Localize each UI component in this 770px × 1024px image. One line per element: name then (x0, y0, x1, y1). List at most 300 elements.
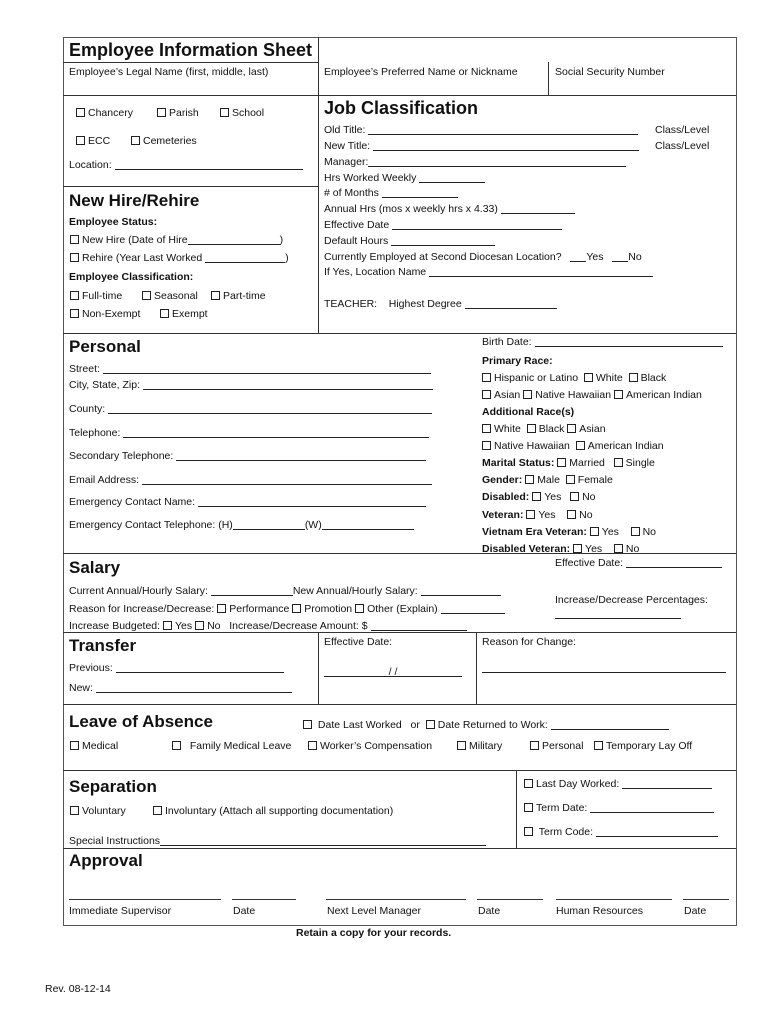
last-day-worked-field[interactable] (524, 778, 712, 790)
separation-heading: Separation (69, 777, 157, 796)
additional-race-row-2 (482, 440, 664, 452)
checkbox-box[interactable] (629, 373, 638, 382)
emergency-telephone-field[interactable] (69, 519, 414, 531)
salary-line-1 (69, 585, 501, 597)
checkbox-box[interactable] (570, 492, 579, 501)
checkbox-box[interactable] (590, 527, 599, 536)
field-line[interactable] (198, 496, 426, 507)
secondary-telephone-field[interactable] (69, 450, 426, 462)
checkbox-box[interactable] (76, 108, 85, 117)
retain-copy-note: Retain a copy for your records. (296, 927, 452, 939)
checkbox-workers-comp[interactable] (308, 740, 432, 752)
job-classification-heading: Job Classification (324, 98, 479, 118)
field-line[interactable] (160, 835, 486, 846)
checkbox-box[interactable] (482, 441, 491, 450)
field-line[interactable] (123, 427, 429, 438)
checkbox-label: Other (Explain) (367, 603, 438, 615)
new-title-field[interactable] (324, 140, 639, 152)
leave-dates-row (303, 719, 669, 731)
checkbox-label: Rehire (Year Last Worked (82, 252, 203, 264)
checkbox-non-exempt[interactable] (70, 308, 140, 320)
checkbox-box[interactable] (525, 475, 534, 484)
checkbox-box[interactable] (524, 827, 533, 836)
divider (63, 186, 318, 187)
additional-race-row-1 (482, 423, 606, 435)
checkbox-label: White (494, 423, 521, 435)
field-label: Street: (69, 363, 100, 375)
checkbox-label: American Indian (625, 389, 702, 401)
checkbox-label: Black (640, 372, 667, 384)
field-label: Manager: (324, 156, 369, 168)
form-title: Employee Information Sheet (69, 40, 313, 60)
checkbox-box[interactable] (614, 544, 623, 553)
field-line[interactable] (373, 140, 639, 151)
field-line[interactable] (96, 682, 292, 693)
annual-hrs-field[interactable] (324, 203, 575, 215)
date-label: Date (684, 905, 707, 917)
checkbox-box[interactable] (76, 136, 85, 145)
leave-heading: Leave of Absence (69, 712, 213, 731)
checkbox-label: Yes (538, 509, 556, 521)
field-label: Effective Date: (555, 557, 624, 569)
field-label: Marital Status: (482, 457, 555, 469)
location-name-field[interactable] (324, 266, 653, 278)
checkbox-school[interactable] (220, 107, 264, 119)
field-line[interactable] (626, 557, 722, 568)
class-level-label: Class/Level (655, 124, 710, 136)
divider (516, 770, 517, 848)
checkbox-label: Personal (542, 740, 584, 752)
transfer-date-field[interactable] (324, 664, 462, 677)
signature-line[interactable] (326, 899, 466, 900)
default-hours-field[interactable] (324, 235, 495, 247)
transfer-heading: Transfer (69, 636, 137, 655)
divider (63, 95, 736, 96)
telephone-field[interactable] (69, 427, 429, 439)
checkbox-label: Temporary Lay Off (606, 740, 693, 752)
field-label: Old Title: (324, 124, 366, 136)
divider (63, 632, 736, 633)
field-line[interactable] (176, 450, 426, 461)
term-date-field[interactable] (524, 802, 714, 814)
checkbox-medical[interactable] (70, 740, 118, 752)
checkbox-box[interactable] (526, 510, 535, 519)
checkbox-box[interactable] (557, 458, 566, 467)
date-line[interactable]: / / (324, 666, 462, 677)
field-label: Hrs Worked Weekly (324, 172, 417, 184)
field-label: New: (69, 682, 93, 694)
checkbox-label: Male (537, 474, 560, 486)
field-line[interactable] (108, 403, 432, 414)
checkbox-box[interactable] (566, 475, 575, 484)
checkbox-label: Asian (579, 423, 606, 435)
revision-label: Rev. 08-12-14 (45, 983, 111, 995)
checkbox-label: American Indian (587, 440, 664, 452)
date-label: Date (478, 905, 501, 917)
checkbox-box[interactable] (567, 510, 576, 519)
preferred-name-label: Employee’s Preferred Name or Nickname (324, 66, 518, 78)
checkbox-box[interactable] (584, 373, 593, 382)
checkbox-parish[interactable] (157, 107, 199, 119)
checkbox-chancery[interactable] (76, 107, 133, 119)
field-line[interactable] (322, 519, 414, 530)
field-line[interactable] (116, 662, 284, 673)
field-label: New Annual/Hourly Salary: (292, 585, 418, 597)
veteran-row (482, 509, 593, 521)
field-line[interactable] (441, 603, 505, 614)
checkbox-box[interactable] (527, 424, 536, 433)
signature-line[interactable] (477, 899, 543, 900)
field-label: Effective Date (324, 219, 390, 231)
checkbox-label: Hispanic or Latino (494, 372, 579, 384)
checkbox-label: Asian (494, 389, 521, 401)
field-label: New Title: (324, 140, 371, 152)
checkbox-label: No (625, 543, 640, 555)
checkbox-box[interactable] (631, 527, 640, 536)
checkbox-label: Yes (585, 543, 603, 555)
vietnam-veteran-row (482, 526, 656, 538)
field-label: Increase Budgeted: (69, 620, 161, 632)
checkbox-box[interactable] (482, 373, 491, 382)
checkbox-label: Female (577, 474, 613, 486)
field-line[interactable] (622, 778, 712, 789)
checkbox-box[interactable] (426, 720, 435, 729)
personal-heading: Personal (69, 337, 141, 356)
ssn-label: Social Security Number (555, 66, 665, 78)
checkbox-label: Black (538, 423, 565, 435)
disabled-row (482, 491, 596, 503)
field-label: Birth Date: (482, 336, 532, 348)
checkbox-box[interactable] (195, 621, 204, 630)
checkbox-box[interactable] (160, 309, 169, 318)
checkbox-label: Native Hawaiian (535, 389, 612, 401)
gender-row (482, 474, 613, 486)
field-line[interactable] (596, 826, 718, 837)
checkbox-box[interactable] (70, 806, 79, 815)
checkbox-box[interactable] (153, 806, 162, 815)
checkbox-box[interactable] (573, 544, 582, 553)
field-line[interactable] (535, 336, 723, 347)
checkbox-box[interactable] (594, 741, 603, 750)
checkbox-box[interactable] (172, 741, 181, 750)
field-label: Increase/Decrease Amount: $ (229, 620, 368, 632)
or-text: or (410, 719, 420, 731)
checkbox-box[interactable] (523, 390, 532, 399)
checkbox-label: Promotion (304, 603, 353, 615)
checkbox-box[interactable] (524, 779, 533, 788)
checkbox-box[interactable] (70, 235, 79, 244)
salary-effective-date-field[interactable] (555, 557, 722, 569)
field-line[interactable] (382, 187, 458, 198)
checkbox-label: Full-time (82, 290, 123, 302)
field-line[interactable] (590, 802, 714, 813)
new-location-field[interactable] (69, 682, 292, 694)
paren: ) (279, 234, 284, 246)
checkbox-box[interactable] (142, 291, 151, 300)
field-label: Telephone: (69, 427, 121, 439)
yes-label: Yes (586, 251, 604, 263)
checkbox-box[interactable] (614, 390, 623, 399)
no-label: No (628, 251, 642, 263)
supervisor-label: Immediate Supervisor (69, 905, 172, 917)
field-line[interactable] (115, 159, 303, 170)
checkbox-label: Military (469, 740, 503, 752)
checkbox-voluntary[interactable] (70, 805, 126, 817)
field-label: Veteran: (482, 509, 524, 521)
checkbox-box[interactable] (217, 604, 226, 613)
checkbox-label: Native Hawaiian (494, 440, 570, 452)
field-label: Current Annual/Hourly Salary: (69, 585, 208, 597)
field-line[interactable] (211, 585, 293, 596)
field-line[interactable] (465, 298, 557, 309)
field-line[interactable] (482, 662, 726, 673)
divider (63, 333, 736, 334)
divider (63, 704, 736, 705)
checkbox-label: Medical (82, 740, 119, 752)
checkbox-box[interactable] (308, 741, 317, 750)
additional-race-label: Additional Race(s) (482, 406, 575, 418)
checkbox-box[interactable] (157, 108, 166, 117)
checkbox-box[interactable] (524, 803, 533, 812)
checkbox-military[interactable] (457, 740, 502, 752)
divider (318, 37, 319, 333)
field-line[interactable] (429, 266, 653, 277)
checkbox-involuntary[interactable] (153, 805, 393, 817)
signature-line[interactable] (69, 899, 221, 900)
field-label: Emergency Contact Name: (69, 496, 196, 508)
location-field[interactable] (69, 159, 303, 171)
months-field[interactable] (324, 187, 458, 199)
field-label: Term Code: (538, 826, 594, 838)
yes-line[interactable] (570, 251, 586, 262)
checkbox-personal-leave[interactable] (530, 740, 583, 752)
employee-classification-label: Employee Classification: (69, 271, 194, 283)
city-field[interactable] (69, 379, 433, 391)
checkbox-ecc[interactable] (76, 135, 110, 147)
disabled-veteran-row (482, 543, 639, 555)
field-line[interactable] (391, 235, 495, 246)
checkbox-rehire[interactable] (70, 252, 289, 264)
checkbox-temporary-layoff[interactable] (594, 740, 692, 752)
signature-line[interactable] (556, 899, 672, 900)
marital-status-row (482, 457, 655, 469)
field-label: Default Hours (324, 235, 389, 247)
field-line[interactable] (392, 219, 562, 230)
birth-date-field[interactable] (482, 336, 723, 348)
checkbox-label: Family Medical Leave (189, 740, 292, 752)
divider (63, 770, 736, 771)
salary-reason-row (69, 603, 505, 615)
checkbox-box[interactable] (131, 136, 140, 145)
field-label: City, State, Zip: (69, 379, 140, 391)
class-level-label: Class/Level (655, 140, 710, 152)
signature-line[interactable] (232, 899, 296, 900)
no-line[interactable] (612, 251, 628, 262)
checkbox-label: Date Last Worked (317, 719, 402, 731)
field-line[interactable] (371, 620, 467, 631)
divider (63, 62, 318, 63)
field-label: Annual Hrs (mos x weekly hrs x 4.33) (324, 203, 498, 215)
divider (318, 632, 319, 704)
field-label: TEACHER: (324, 298, 378, 310)
checkbox-box[interactable] (163, 621, 172, 630)
checkbox-label: No (579, 509, 593, 521)
checkbox-label: Parish (169, 107, 199, 119)
checkbox-label: No (582, 491, 596, 503)
checkbox-box[interactable] (614, 458, 623, 467)
field-label: Last Day Worked: (536, 778, 620, 790)
checkbox-label: New Hire (Date of Hire (82, 234, 188, 246)
checkbox-box[interactable] (576, 441, 585, 450)
next-manager-label: Next Level Manager (327, 905, 421, 917)
field-line[interactable] (188, 234, 280, 245)
checkbox-box[interactable] (70, 291, 79, 300)
term-code-field[interactable] (524, 826, 718, 838)
checkbox-label: Married (569, 457, 605, 469)
increase-percentages-line[interactable] (555, 608, 681, 620)
checkbox-label: Yes (175, 620, 193, 632)
field-label: Highest Degree (388, 298, 462, 310)
street-field[interactable] (69, 363, 431, 375)
field-line[interactable] (103, 363, 431, 374)
special-instructions-field[interactable] (69, 835, 486, 847)
checkbox-full-time[interactable] (70, 290, 122, 302)
divider (476, 632, 477, 704)
salary-heading: Salary (69, 558, 121, 577)
checkbox-box[interactable] (211, 291, 220, 300)
checkbox-box[interactable] (70, 741, 79, 750)
county-field[interactable] (69, 403, 432, 415)
checkbox-label: No (642, 526, 657, 538)
reason-for-change-label: Reason for Change: (482, 636, 576, 648)
checkbox-label: Involuntary (Attach all supporting documentation) (165, 805, 394, 817)
divider (548, 62, 549, 95)
field-line[interactable] (142, 474, 432, 485)
checkbox-label: Chancery (88, 107, 133, 119)
field-line[interactable] (419, 172, 485, 183)
checkbox-box[interactable] (567, 424, 576, 433)
salary-budget-row (69, 620, 467, 632)
field-line[interactable] (421, 585, 501, 596)
checkbox-box[interactable] (482, 424, 491, 433)
checkbox-label: Exempt (172, 308, 208, 320)
checkbox-box[interactable] (70, 309, 79, 318)
old-title-field[interactable] (324, 124, 638, 136)
approval-heading: Approval (69, 851, 143, 870)
checkbox-box[interactable] (303, 720, 312, 729)
previous-field[interactable] (69, 662, 284, 674)
field-label: Disabled: (482, 491, 530, 503)
checkbox-cemeteries[interactable] (131, 135, 197, 147)
field-line[interactable] (143, 379, 433, 390)
effective-date-field[interactable] (324, 219, 562, 231)
checkbox-exempt[interactable] (160, 308, 208, 320)
checkbox-label: Date Returned to Work: (437, 719, 548, 731)
field-line[interactable] (205, 252, 285, 263)
field-label: Previous: (69, 662, 113, 674)
checkbox-seasonal[interactable] (142, 290, 198, 302)
field-label: Gender: (482, 474, 523, 486)
field-label: Term Date: (536, 802, 588, 814)
field-label: Emergency Contact Telephone: (H) (69, 519, 233, 531)
checkbox-box[interactable] (457, 741, 466, 750)
field-label: Reason for Increase/Decrease: (69, 603, 215, 615)
field-line[interactable] (233, 519, 305, 530)
checkbox-box[interactable] (482, 390, 491, 399)
checkbox-label: Part-time (223, 290, 266, 302)
field-label: County: (69, 403, 106, 415)
checkbox-label: White (595, 372, 623, 384)
teacher-degree-field[interactable] (324, 298, 557, 310)
primary-race-label: Primary Race: (482, 355, 553, 367)
checkbox-label: Voluntary (82, 805, 126, 817)
emergency-name-field[interactable] (69, 496, 426, 508)
new-hire-heading: New Hire/Rehire (69, 191, 200, 210)
email-field[interactable] (69, 474, 432, 486)
field-label: (W) (304, 519, 322, 531)
field-label: Vietnam Era Veteran: (482, 526, 587, 538)
field-label: # of Months (324, 187, 379, 199)
human-resources-label: Human Resources (556, 905, 643, 917)
field-label: Email Address: (69, 474, 140, 486)
field-line[interactable] (555, 608, 681, 619)
signature-line[interactable] (683, 899, 729, 900)
checkbox-label: Yes (601, 526, 619, 538)
question-text: Currently Employed at Second Diocesan Location? (324, 251, 562, 263)
field-line[interactable] (501, 203, 575, 214)
field-label: Location: (69, 159, 112, 171)
checkbox-label: Single (625, 457, 655, 469)
checkbox-label: School (232, 107, 265, 119)
field-label: Secondary Telephone: (69, 450, 174, 462)
checkbox-family-medical[interactable] (172, 740, 291, 752)
checkbox-part-time[interactable] (211, 290, 266, 302)
legal-name-label: Employee’s Legal Name (first, middle, last) (69, 66, 269, 78)
checkbox-label: Cemeteries (143, 135, 197, 147)
manager-field[interactable] (324, 156, 626, 168)
field-label: Special Instructions (69, 835, 161, 847)
checkbox-label: Performance (229, 603, 290, 615)
field-line[interactable] (368, 124, 638, 135)
hrs-weekly-field[interactable] (324, 172, 485, 184)
field-label: Disabled Veteran: (482, 543, 571, 555)
checkbox-label: No (207, 620, 221, 632)
checkbox-box[interactable] (292, 604, 301, 613)
checkbox-box[interactable] (532, 492, 541, 501)
checkbox-box[interactable] (220, 108, 229, 117)
reason-for-change-line[interactable] (482, 662, 726, 674)
checkbox-box[interactable] (70, 253, 79, 262)
checkbox-label: Seasonal (154, 290, 198, 302)
employee-status-label: Employee Status: (69, 216, 158, 228)
checkbox-box[interactable] (530, 741, 539, 750)
increase-percentages-label: Increase/Decrease Percentages: (555, 594, 708, 606)
date-label: Date (233, 905, 256, 917)
checkbox-new-hire[interactable] (70, 234, 283, 246)
paren: ) (285, 252, 289, 264)
field-line[interactable] (551, 719, 669, 730)
divider (63, 848, 736, 849)
checkbox-box[interactable] (355, 604, 364, 613)
checkbox-label: Non-Exempt (82, 308, 141, 320)
checkbox-label: ECC (88, 135, 111, 147)
second-location-question (324, 251, 642, 263)
checkbox-label: Worker’s Compensation (320, 740, 433, 752)
field-line[interactable] (368, 156, 626, 167)
race-row-2 (482, 389, 702, 401)
field-label: If Yes, Location Name (324, 266, 427, 278)
checkbox-label: Yes (544, 491, 562, 503)
